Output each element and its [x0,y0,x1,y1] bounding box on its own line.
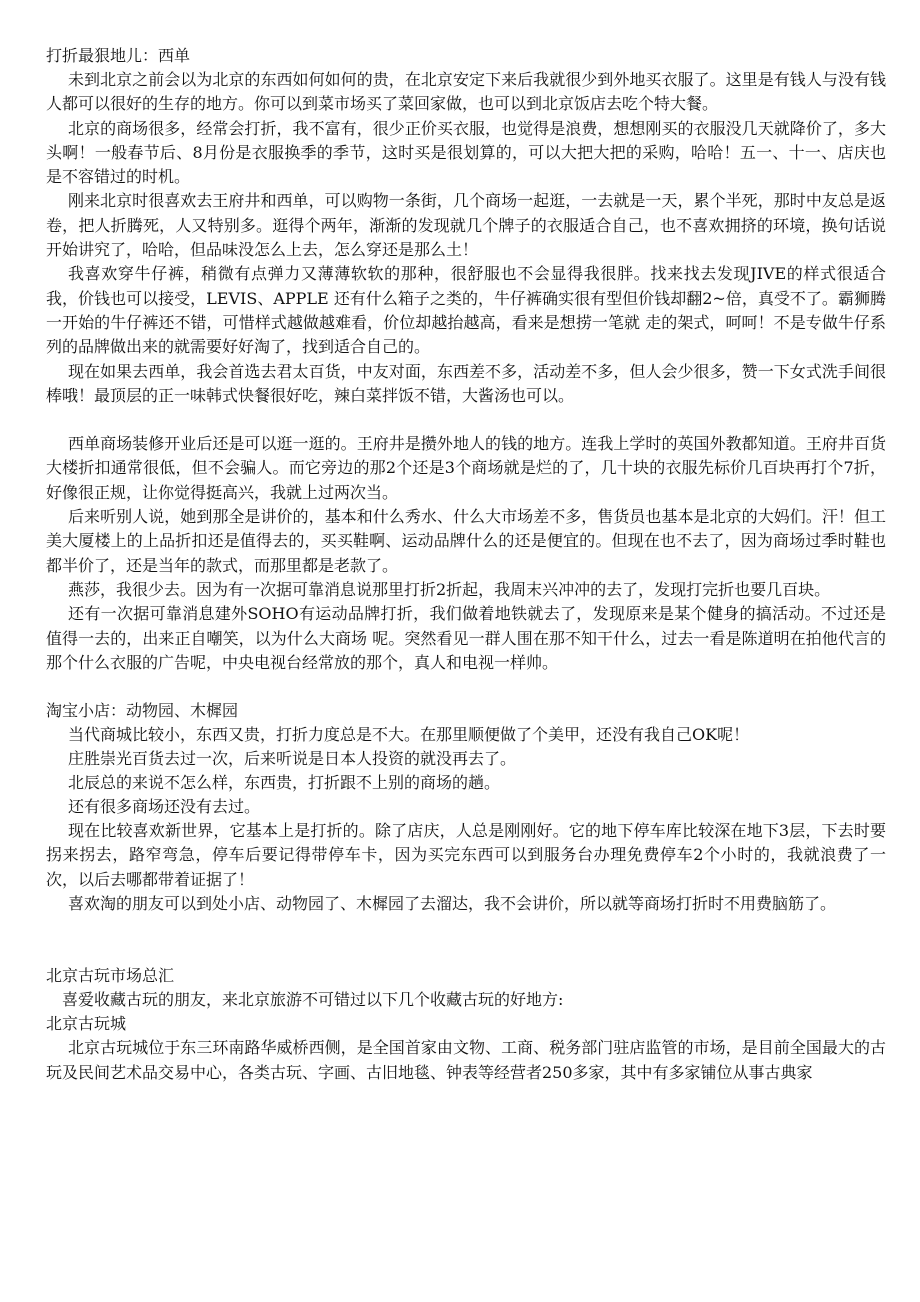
list-item: 还有很多商场还没有去过。 [68,797,261,817]
paragraph: 西单商场装修开业后还是可以逛一逛的。王府井是攒外地人的钱的地方。连我上学时的英国外教都知道。王府井百货大楼折扣通常很低，但不会骗人。而它旁边的那2个还是3个商场就是烂的了，几十块的衣服先标价几百块再打个7折，好像很正规，让你觉得挺高兴，我就上过两次当。 [46,434,886,502]
list-item: 庄胜崇光百货去过一次，后来听说是日本人投资的就没再去了。 [68,749,517,769]
spacer [46,675,886,699]
paragraph: 未到北京之前会以为北京的东西如何如何的贵，在北京安定下来后我就很少到外地买衣服了。这里是有钱人与没有钱人都可以很好的生存的地方。你可以到菜市场买了菜回家做，也可以到北京饭店去吃个特大餐。 [46,70,886,114]
document-body [46,44,886,1085]
paragraph: 喜欢淘的朋友可以到处小店、动物园了、木樨园了去溜达，我不会讲价，所以就等商场打折时不用费脑筋了。 [68,894,837,914]
spacer [46,408,886,432]
paragraph: 我喜欢穿牛仔裤，稍微有点弹力又薄薄软软的那种，很舒服也不会显得我很胖。找来找去发现JIVE的样式很适合我，价钱也可以接受，LEVIS、APPLE 还有什么箱子之类的，牛仔裤确实很有型但价钱却翻2~倍，真受不了。霸狮腾一开始的牛仔裤还不错，可惜样式越做越难看，价位却越抬越高，看来是想捞一笔就 走的架式，呵呵！不是专做牛仔系列的品牌做出来的就需要好好淘了，找到适合自己的。 [46,264,886,357]
list-item: 当代商城比较小，东西又贵，打折力度总是不大。在那里顺便做了个美甲，还没有我自己OK呢！ [68,725,750,745]
spacer [46,916,886,964]
section-title-taobao: 淘宝小店：动物园、木樨园 [46,701,239,721]
paragraph: 刚来北京时很喜欢去王府井和西单，可以购物一条街，几个商场一起逛，一去就是一天，累个半死，那时中友总是返卷，把人折腾死，人又特别多。逛得个两年，渐渐的发现就几个牌子的衣服适合自己，也不喜欢拥挤的环境，换句话说开始讲究了，哈哈，但品味没怎么上去，怎么穿还是那么土！ [46,191,886,260]
section-title-xidan: 打折最狠地儿：西单 [46,46,191,65]
subsection-title: 北京古玩城 [46,1014,127,1034]
paragraph: 现在比较喜欢新世界，它基本上是打折的。除了店庆，人总是刚刚好。它的地下停车库比较深在地下3层，下去时要拐来拐去，路窄弯急，停车后要记得带停车卡，因为买完东西可以到服务台办理免费停车2个小时的，我就浪费了一次，以后去哪都带着证据了！ [46,821,886,889]
section-title-antiques: 北京古玩市场总汇 [46,966,175,986]
paragraph: 北京古玩城位于东三环南路华威桥西侧，是全国首家由文物、工商、税务部门驻店监管的市场，是目前全国最大的古玩及民间艺术品交易中心，各类古玩、字画、古旧地毯、钟表等经营者250多家，其中有多家铺位从事古典家 [46,1038,886,1082]
paragraph: 还有一次据可靠消息建外SOHO有运动品牌打折，我们做着地铁就去了，发现原来是某个健身的搞活动。不过还是值得一去的，出来正自嘲笑，以为什么大商场 呢。突然看见一群人围在那不知干什么，过去一看是陈道明在拍他代言的那个什么衣服的广告呢，中央电视台经常放的那个，真人和电视一样帅。 [46,604,886,672]
intro-line: 喜爱收藏古玩的朋友，来北京旅游不可错过以下几个收藏古玩的好地方: [62,990,564,1010]
paragraph: 北京的商场很多，经常会打折，我不富有，很少正价买衣服，也觉得是浪费，想想刚买的衣服没几天就降价了，多大头啊！一般春节后、8月份是衣服换季的季节，这时买是很划算的，可以大把大把的采购，哈哈！五一、十一、店庆也是不容错过的时机。 [46,118,886,187]
paragraph: 现在如果去西单，我会首选去君太百货，中友对面，东西差不多，活动差不多，但人会少很多，赞一下女式洗手间很棒哦！最顶层的正一味韩式快餐很好吃，辣白菜拌饭不错，大酱汤也可以。 [46,361,886,405]
list-item: 北辰总的来说不怎么样，东西贵，打折跟不上别的商场的趟。 [68,773,501,793]
paragraph: 燕莎，我很少去。因为有一次据可靠消息说那里打折2折起，我周末兴冲冲的去了，发现打完折也要几百块。 [68,579,831,599]
paragraph: 后来听别人说，她到那全是讲价的，基本和什么秀水、什么大市场差不多，售货员也基本是北京的大妈们。汗！但工美大厦楼上的上品折扣还是值得去的，买买鞋啊、运动品牌什么的还是便宜的。但现在也不去了，因为商场过季时鞋也都半价了，还是当年的款式，而那里都是老款了。 [46,507,886,575]
